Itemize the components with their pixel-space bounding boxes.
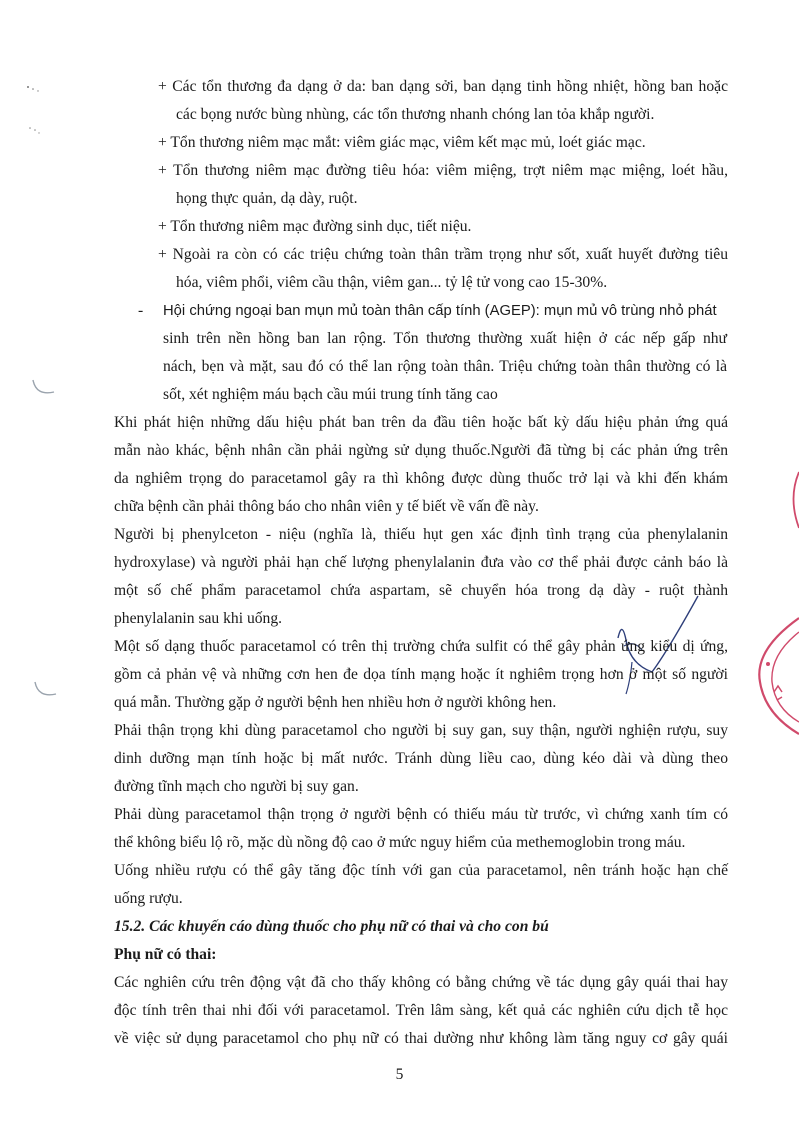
list-item: + Tổn thương niêm mạc đường sinh dục, tiết niệu. bbox=[158, 218, 472, 235]
list-item: hóa, viêm phổi, viêm cầu thận, viêm gan... tỷ lệ tử vong cao 15-30%. bbox=[176, 274, 608, 291]
scan-speck-icon bbox=[24, 84, 54, 144]
paragraph-line: sinh trên nền hồng ban lan rộng. Tổn thương thường xuất hiện ở các nếp gấp như bbox=[163, 330, 727, 347]
list-item: + Tổn thương niêm mạc đường tiêu hóa: viêm miệng, trợt niêm mạc miệng, loét hầu, bbox=[158, 162, 728, 179]
paragraph-line: quá mẫn. Thường gặp ở người bệnh hen nhiều hơn ở người không hen. bbox=[114, 694, 557, 711]
binder-hole-top-icon bbox=[30, 378, 60, 400]
paragraph-line: Phải thận trọng khi dùng paracetamol cho người bị suy gan, suy thận, người nghiện rượu, suy bbox=[114, 722, 728, 739]
list-item: các bọng nước bùng nhùng, các tổn thương nhanh chóng lan tỏa khắp người. bbox=[176, 106, 655, 123]
paragraph-line: Người bị phenylceton - niệu (nghĩa là, thiếu hụt gen xác định tình trạng của phenylalanin bbox=[114, 526, 728, 543]
page-number: 5 bbox=[395, 1066, 404, 1083]
paragraph-line: gồm cả phản vệ và những cơn hen đe dọa tính mạng hoặc ít nghiêm trọng hơn ở một số người bbox=[114, 666, 728, 683]
paragraph-line: thể không biểu lộ rõ, mặc dù nồng độ cao ở mức nguy hiểm của methemoglobin trong máu. bbox=[114, 834, 686, 851]
paragraph-line: dinh dưỡng mạn tính hoặc bị mất nước. Tránh dùng liều cao, dùng kéo dài và dùng theo bbox=[114, 750, 728, 767]
paragraph-line: uống rượu. bbox=[114, 890, 183, 907]
paragraph-line: da nghiêm trọng do paracetamol gây ra thì không được dùng thuốc trở lại và khi đến khám bbox=[114, 470, 728, 487]
seal-stamp-top-edge-icon bbox=[784, 470, 799, 530]
paragraph-line: phenylalanin sau khi uống. bbox=[114, 610, 283, 627]
paragraph-line: sốt, xét nghiệm máu bạch cầu múi trung tính tăng cao bbox=[163, 386, 498, 403]
paragraph-line: Một số dạng thuốc paracetamol có trên thị trường chứa sulfit có thể gây phản ứng kiểu dị ứng, bbox=[114, 638, 728, 655]
section-heading: 15.2. Các khuyến cáo dùng thuốc cho phụ nữ có thai và cho con bú bbox=[114, 918, 549, 935]
paragraph-line: về việc sử dụng paracetamol cho phụ nữ có thai dường như không làm tăng nguy cơ gây quái bbox=[114, 1030, 728, 1047]
paragraph-line: Hội chứng ngoại ban mụn mủ toàn thân cấp tính (AGEP): mụn mủ vô trùng nhỏ phát bbox=[163, 303, 717, 319]
paragraph-line: Khi phát hiện những dấu hiệu phát ban trên da đầu tiên hoặc bất kỳ dấu hiệu phản ứng quá bbox=[114, 414, 728, 431]
list-item: họng thực quản, dạ dày, ruột. bbox=[176, 190, 358, 207]
paragraph-line: nách, bẹn và mặt, sau đó có thể lan rộng toàn thân. Triệu chứng toàn thân thường có là bbox=[163, 358, 727, 375]
binder-hole-bottom-icon bbox=[32, 680, 62, 702]
paragraph-line: chữa bệnh cần phải thông báo cho nhân viên y tế biết về vấn đề này. bbox=[114, 498, 539, 515]
subsection-heading: Phụ nữ có thai: bbox=[114, 946, 217, 963]
paragraph-line: một số chế phẩm paracetamol chứa aspartam, sẽ chuyển hóa trong dạ dày - ruột thành bbox=[114, 582, 728, 599]
bullet-dash: - bbox=[138, 302, 144, 319]
paragraph-line: hydroxylase) và người phải hạn chế lượng phenylalanin đưa vào cơ thể phải được cảnh báo là bbox=[114, 554, 728, 571]
list-item: + Các tổn thương đa dạng ở da: ban dạng sởi, ban dạng tinh hồng nhiệt, hồng ban hoặc bbox=[158, 78, 728, 95]
paragraph-line: mẫn nào khác, bệnh nhân cần phải ngừng sử dụng thuốc.Người đã từng bị các phản ứng trên bbox=[114, 442, 728, 459]
list-item: + Tổn thương niêm mạc mắt: viêm giác mạc, viêm kết mạc mủ, loét giác mạc. bbox=[158, 134, 646, 151]
paragraph-line: độc tính trên thai nhi đối với paracetamol. Trên lâm sàng, kết quả các nghiên cứu dịch tễ học bbox=[114, 1002, 728, 1019]
paragraph-line: đường tĩnh mạch cho người bị suy gan. bbox=[114, 778, 359, 795]
paragraph-line: Uống nhiều rượu có thể gây tăng độc tính với gan của paracetamol, nên tránh hoặc hạn chế bbox=[114, 862, 728, 879]
seal-stamp-edge-icon bbox=[732, 610, 799, 740]
list-item: + Ngoài ra còn có các triệu chứng toàn thân trầm trọng như sốt, xuất huyết đường tiêu bbox=[158, 246, 728, 263]
paragraph-line: Các nghiên cứu trên động vật đã cho thấy không có bằng chứng về tác dụng gây quái thai hay bbox=[114, 974, 728, 991]
paragraph-line: Phải dùng paracetamol thận trọng ở người bệnh có thiếu máu từ trước, vì chứng xanh tím có bbox=[114, 806, 728, 823]
